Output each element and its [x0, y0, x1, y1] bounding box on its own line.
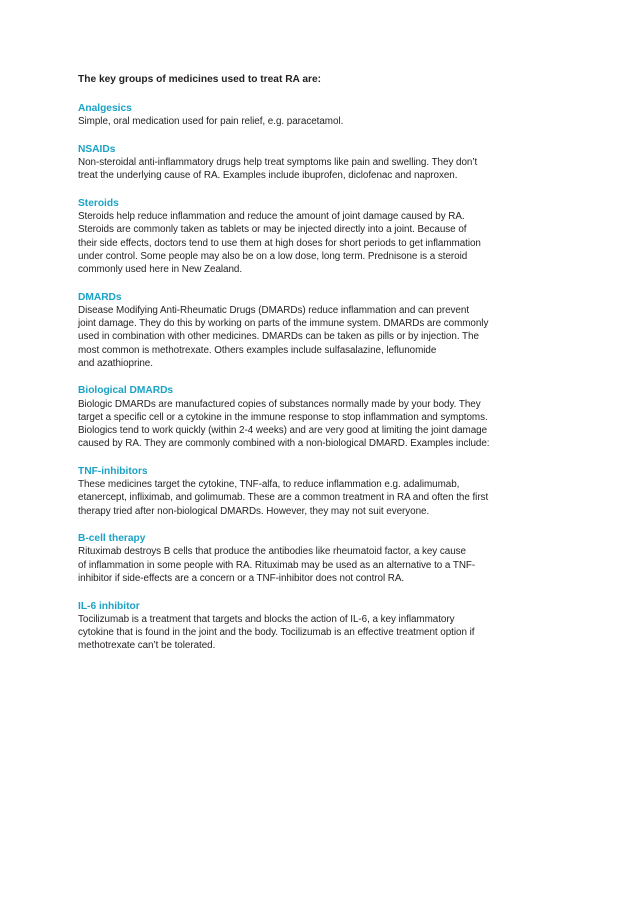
section-text-line: methotrexate can’t be tolerated. — [78, 640, 216, 652]
section-text-line: target a specific cell or a cytokine in the immune response to stop inflammation and symptoms. — [78, 411, 488, 423]
section-analgesics — [78, 102, 578, 128]
section-nsaids — [78, 143, 578, 183]
section-text-line: etanercept, infliximab, and golimumab. These are a common treatment in RA and often the first — [78, 492, 489, 504]
section-biological-dmards — [78, 384, 578, 450]
section-title: Biological DMARDs — [78, 385, 174, 397]
section-text-line: Steroids help reduce inflammation and reduce the amount of joint damage caused by RA. — [78, 211, 465, 223]
section-text-line: treat the underlying cause of RA. Examples include ibuprofen, diclofenac and naproxen. — [78, 170, 458, 182]
section-title: NSAIDs — [78, 143, 116, 155]
section-title: IL-6 inhibitor — [78, 600, 140, 612]
section-text-line: under control. Some people may also be on a low dose, long term. Prednisone is a steroid — [78, 250, 468, 262]
section-text-line: Rituximab destroys B cells that produce the antibodies like rheumatoid factor, a key cause — [78, 546, 466, 558]
page-heading: The key groups of medicines used to treat RA are: — [78, 74, 322, 85]
section-text-line: of inflammation in some people with RA. Rituximab may be used as an alternative to a TNF- — [78, 559, 476, 571]
section-title: DMARDs — [78, 291, 122, 303]
section-title: Analgesics — [78, 103, 132, 114]
section-tnf-inhibitors — [78, 465, 578, 518]
section-text-line: Tocilizumab is a treatment that targets and blocks the action of IL-6, a key inflammatory — [78, 613, 455, 625]
section-text-line: their side effects, doctors tend to use them at high doses for short periods to get inflammation — [78, 237, 481, 249]
section-text-line: cytokine that is found in the joint and the body. Tocilizumab is an effective treatment option if — [78, 627, 475, 638]
section-text-line: therapy tried after non-biological DMARDs. However, they may not suit everyone. — [78, 505, 430, 517]
section-text-line: Simple, oral medication used for pain relief, e.g. paracetamol. — [78, 116, 344, 128]
section-il6-inhibitor — [78, 600, 578, 653]
section-text-line: used in combination with other medicines. DMARDs can be taken as pills or by injection. The — [78, 331, 479, 343]
section-text-line: commonly used here in New Zealand. — [78, 264, 243, 276]
section-text-line: These medicines target the cytokine, TNF-alfa, to reduce inflammation e.g. adalimumab, — [78, 479, 460, 491]
section-text-line: and azathioprine. — [78, 357, 153, 369]
section-text-line: joint damage. They do this by working on parts of the immune system. DMARDs are commonly — [78, 318, 489, 330]
section-text-line: inhibitor if side-effects are a concern or a TNF-inhibitor does not control RA. — [78, 572, 405, 584]
section-text-line: Steroids are commonly taken as tablets or may be injected directly into a joint. Because of — [78, 224, 467, 236]
section-text-line: Disease Modifying Anti-Rheumatic Drugs (DMARDs) reduce inflammation and can prevent — [78, 304, 470, 316]
section-text-line: Biologic DMARDs are manufactured copies of substances normally made by your body. They — [78, 398, 481, 410]
section-b-cell-therapy — [78, 532, 578, 585]
section-title: B-cell therapy — [78, 533, 146, 545]
section-title: TNF-inhibitors — [78, 465, 148, 477]
section-steroids — [78, 197, 578, 276]
section-title: Steroids — [78, 198, 119, 210]
section-text-line: Non-steroidal anti-inflammatory drugs help treat symptoms like pain and swelling. They don’t — [78, 157, 478, 169]
section-dmards — [78, 291, 578, 370]
section-text-line: Biologics tend to work quickly (within 2-4 weeks) and are very good at limiting the joint damage — [78, 425, 488, 437]
section-text-line: caused by RA. They are commonly combined with a non-biological DMARD. Examples include: — [78, 438, 490, 450]
document-page — [78, 73, 578, 667]
section-text-line: most common is methotrexate. Others examples include sulfasalazine, leflunomide — [78, 344, 437, 356]
